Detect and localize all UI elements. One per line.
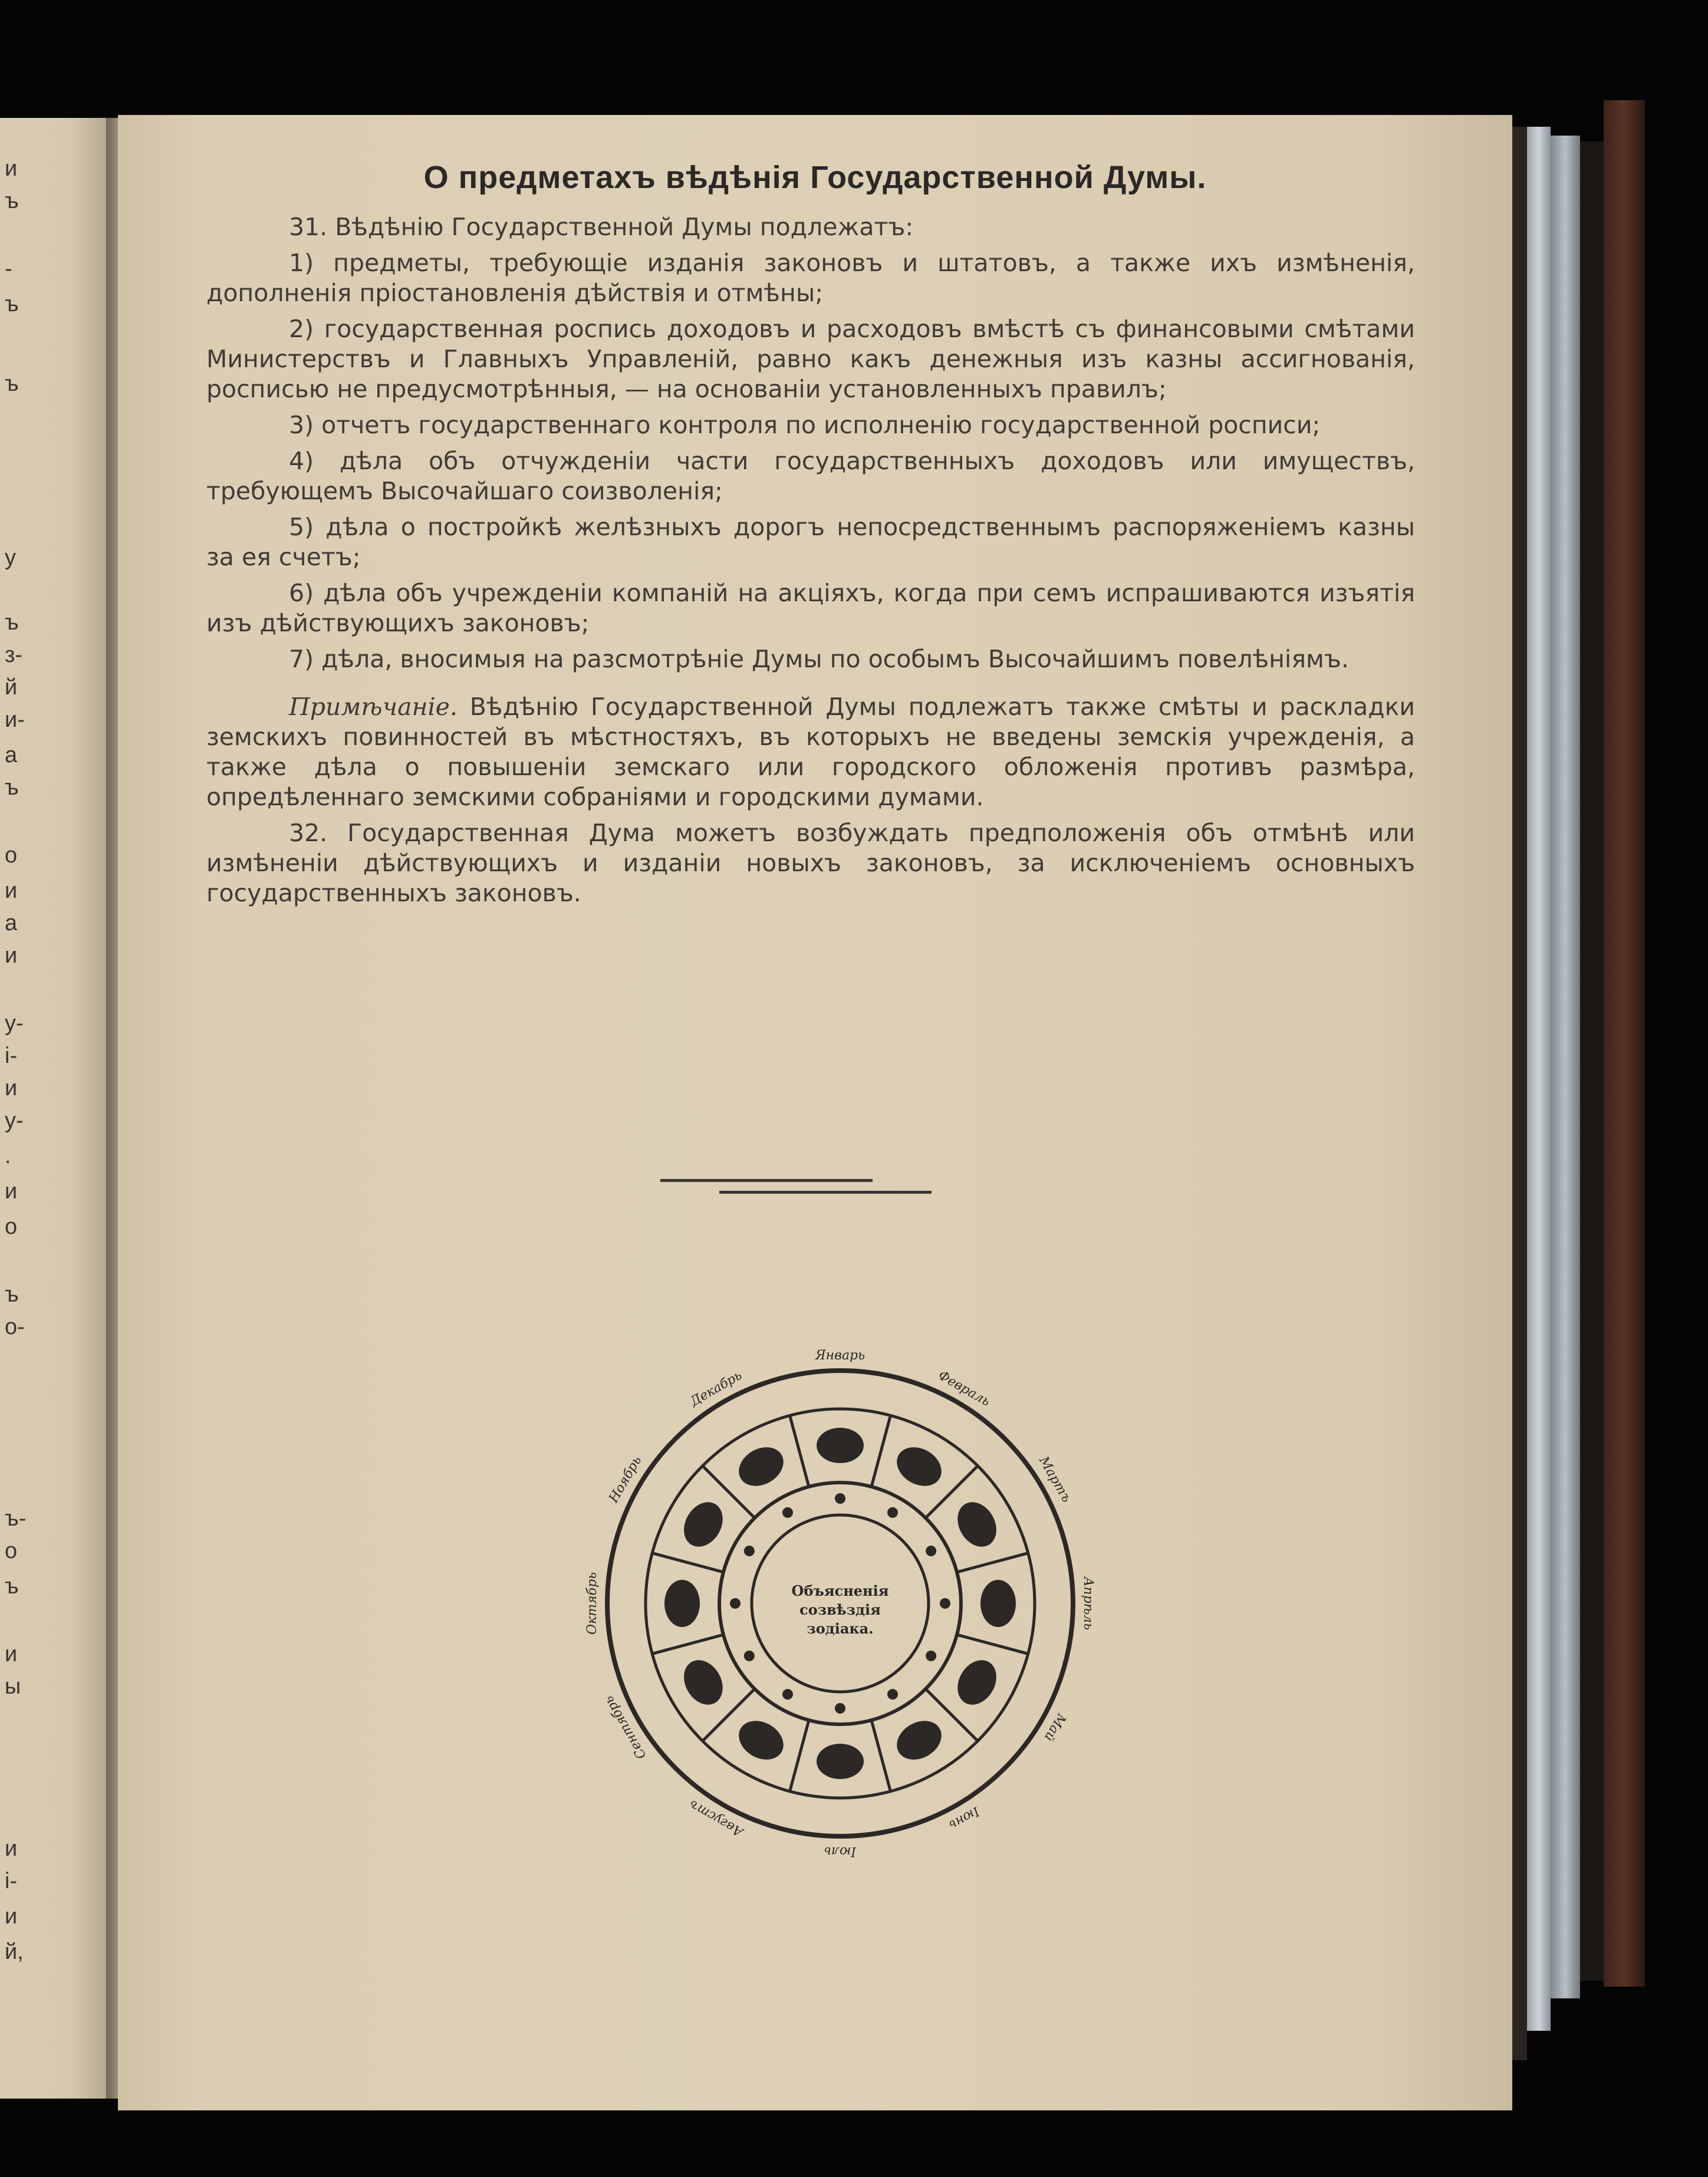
left-page-letter: у [5,545,16,570]
paragraph-31: 31. Вѣдѣнію Государственной Думы подлежатъ: [289,213,914,241]
left-page-letter: и [5,943,18,968]
zodiac-month-label: Мартъ [1036,1454,1074,1505]
left-page-letter: ъ [5,610,19,635]
zodiac-month-label: Ноябрь [606,1454,645,1506]
left-page-letter: - [5,256,12,281]
item-6: 6) дѣла объ учрежденіи компаній на акціяхъ, когда при семъ испрашиваются изъятія изъ дѣйствующихъ законовъ; [206,579,1415,637]
zodiac-symbol-mark [940,1598,950,1609]
book-page [118,115,1512,2110]
zodiac-month-label: Сентябрь [601,1693,650,1762]
zodiac-month-label: Октябрь [585,1572,600,1635]
left-page-letter: ъ- [5,1506,27,1531]
left-page-letter: и [5,878,18,903]
zodiac-symbol-mark [926,1546,936,1556]
zodiac-month-label: Декабрь [687,1368,745,1409]
left-page-letter: о [5,1539,18,1563]
left-page-letter: а [5,743,18,768]
zodiac-spoke [871,1720,890,1791]
note-title: Примѣчаніе. [289,693,458,721]
zodiac-spoke [790,1415,809,1487]
zodiac-month-label: Іюль [824,1844,857,1859]
zodiac-month-label: Апрѣль [1081,1576,1095,1631]
left-page-letter: ъ [5,1282,19,1307]
zodiac-symbol-mark [782,1507,793,1518]
zodiac-month-label: Іюнь [946,1803,982,1833]
item-4: 4) дѣла объ отчужденіи части государственныхъ доходовъ или имуществъ, требующемъ Высочайшаго соизволенія; [206,447,1415,505]
zodiac-wheel-illustration [545,1312,1135,1895]
left-page-letter: и [5,156,18,181]
zodiac-symbol-mark [744,1546,755,1556]
left-page-letter: . [5,1144,11,1168]
left-page-letter: о- [5,1315,25,1339]
zodiac-sign-figure [676,1495,730,1553]
page-edges-grey [1551,136,1580,1998]
zodiac-sign-figure [732,1713,790,1767]
zodiac-sign-figure [950,1495,1004,1553]
zodiac-symbol-mark [887,1507,898,1518]
left-page-letter: о [5,1214,18,1239]
left-page-letter: ы [5,1674,21,1699]
zodiac-month-label: Февраль [935,1368,993,1409]
zodiac-sign-figure [732,1440,790,1494]
left-page-letter: ъ [5,1574,19,1599]
left-page-letter: а [5,911,18,936]
left-page-letter: і- [5,1043,18,1068]
divider-rule-top [660,1179,873,1182]
item-2: 2) государственная роспись доходовъ и расходовъ вмѣстѣ съ финансовыми смѣтами Министерствъ и Главныхъ Управленій, равно какъ денежныя изъ казны ассигнованія, росписью не предусмотрѣнныя, — на основаніи установленныхъ правилъ; [206,315,1415,403]
left-page-letter: ъ [5,775,19,800]
zodiac-spoke [652,1635,723,1654]
zodiac-symbol-mark [835,1493,845,1504]
zodiac-sign-figure [980,1580,1016,1627]
left-page-letter: и [5,1642,18,1666]
left-page-letter: ъ [5,292,19,317]
left-page-letter: и [5,1836,18,1861]
left-page-letter: о [5,843,18,868]
left-page-letter: з- [5,643,23,667]
zodiac-sign-figure [890,1440,948,1494]
left-page-letter: и [5,1076,18,1101]
zodiac-symbol-mark [744,1651,755,1661]
note-text: Вѣдѣнію Государственной Думы подлежатъ также смѣты и раскладки земскихъ повинностей въ мѣстностяхъ, въ которыхъ не введены земскія учрежденія, а также дѣла о повышеніи земскаго или городского обложенія противъ размѣра, опредѣленнаго земскими собраніями и городскими думами. [206,693,1415,811]
zodiac-sign-figure [664,1580,700,1627]
zodiac-month-label: Январь [815,1348,865,1363]
zodiac-spoke [957,1553,1028,1572]
divider-rule-bottom [719,1191,932,1194]
item-5: 5) дѣла о постройкѣ желѣзныхъ дорогъ непосредственнымъ распоряженіемъ казны за ея счетъ; [206,513,1415,571]
zodiac-inner-number: 2 [832,1436,848,1463]
paragraph-32: 32. Государственная Дума можетъ возбуждать предположенія объ отмѣнѣ или измѣненіи дѣйствующихъ и изданіи новыхъ законовъ, за исключеніемъ основныхъ государственныхъ законовъ. [206,819,1415,907]
zodiac-center-line-1: Объясненія [791,1582,889,1599]
section-heading: О предметахъ вѣдѣнія Государственной Думы. [423,160,1207,195]
left-page-letter: й, [5,1939,24,1964]
book-cover-edge [1604,100,1645,1987]
zodiac-symbol-mark [926,1651,936,1661]
left-page-letter: ъ [5,189,19,213]
zodiac-symbol-mark [887,1689,898,1700]
zodiac-sign-figure [676,1653,730,1711]
item-3: 3) отчетъ государственнаго контроля по исполненію государственной росписи; [289,411,1321,439]
zodiac-spoke [957,1635,1028,1654]
body-text [206,212,1415,914]
left-page-letter: ъ [5,371,19,396]
zodiac-center-line-3: зодіака. [807,1620,874,1637]
zodiac-sign-figure [950,1653,1004,1711]
item-7: 7) дѣла, вносимыя на разсмотрѣніе Думы по особымъ Высочайшимъ повелѣніямъ. [289,645,1349,673]
page-edges-dark [1580,141,1604,1981]
zodiac-month-label: Май [1041,1711,1069,1744]
left-page-letter: й [5,675,18,700]
previous-page-text-fragments [0,118,35,2004]
zodiac-spoke [871,1415,890,1487]
note-paragraph [206,692,1415,812]
zodiac-sign-figure [890,1713,948,1767]
zodiac-spoke [652,1553,723,1572]
page-edges-light [1527,127,1551,2031]
left-page-letter: у- [5,1011,24,1036]
left-page-letter: і- [5,1869,18,1893]
left-page-letter: у- [5,1108,24,1133]
zodiac-symbol-mark [835,1703,845,1714]
left-page-letter: и [5,1904,18,1929]
zodiac-center-line-2: созвѣздія [799,1601,881,1618]
left-page-letter: и [5,1179,18,1204]
item-1: 1) предметы, требующіе изданія законовъ и штатовъ, а также ихъ измѣненія, дополненія пріостановленія дѣйствія и отмѣны; [206,249,1415,307]
left-page-letter: и- [5,707,25,732]
zodiac-spoke [790,1720,809,1791]
zodiac-symbol-mark [782,1689,793,1700]
zodiac-symbol-mark [730,1598,741,1609]
zodiac-month-label: Августъ [686,1797,746,1840]
zodiac-sign-figure [817,1744,864,1779]
